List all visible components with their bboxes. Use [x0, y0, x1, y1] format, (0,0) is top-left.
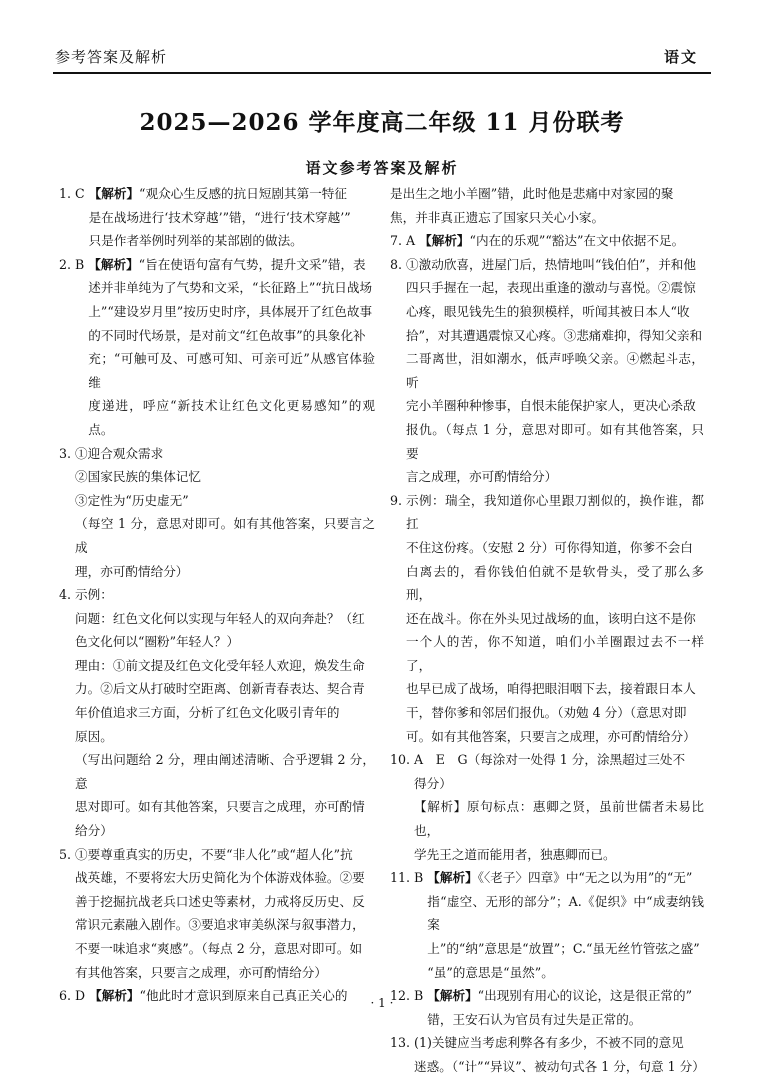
- answer-text: [414, 1031, 704, 1078]
- answer-text: [406, 489, 704, 749]
- answer-line: 四只手握在一起，表现出重逢的激动与喜悦。②震惊: [406, 280, 696, 296]
- answer-item: [390, 253, 704, 489]
- answer-line: 还在战斗。你在外头见过战场的血，该明白这不是你: [406, 610, 696, 626]
- answer-line: 【解析】“出现别有用心的议论，这是很正常的”: [427, 988, 693, 1004]
- answer-line: 示例：瑞全，我知道你心里跟刀割似的，换作谁，都扛: [406, 492, 704, 532]
- question-number: 7. A: [390, 233, 420, 249]
- answer-text: [414, 748, 704, 866]
- answer-line: 理由：①前文提及红色文化受年轻人欢迎，焕发生命: [75, 657, 365, 673]
- answer-item: [390, 182, 704, 229]
- question-number: 6. D: [59, 988, 90, 1004]
- answer-line: 善于挖掘抗战老兵口述史等素材，力戒将反历史、反: [75, 893, 365, 909]
- answer-line: 有其他答案，只要言之成理，亦可酌情给分）: [75, 964, 327, 980]
- answer-line: 上”的“纳”意思是“放置”；C.“虽无丝竹管弦之盛”: [427, 941, 700, 956]
- answer-line: 理，亦可酌情给分）: [75, 563, 189, 579]
- answer-line: ②国家民族的集体记忆: [75, 469, 201, 485]
- question-number: 4.: [59, 587, 76, 603]
- answer-line: 示例：: [75, 587, 113, 603]
- answer-line: 是出生之地小羊圈”错，此时他是悲痛中对家园的聚: [390, 186, 674, 201]
- answer-line: ①要尊重真实的历史，不要“非人化”或“超人化”抗: [75, 846, 353, 862]
- answer-line: 焦，并非真正遗忘了国家只关心小家。: [390, 209, 605, 225]
- answer-line: 问题：红色文化何以实现与年轻人的双向奔赴？（红: [75, 610, 365, 626]
- answer-line: 不住这份疼。（安慰 2 分）可你得知道，你爹不会白: [406, 539, 693, 555]
- answer-text: [406, 253, 704, 489]
- answer-text: [75, 442, 375, 584]
- answer-line: 力。②后文从打破时空距离、创新青春表达、契合青: [75, 681, 365, 697]
- answer-line: 【解析】“观众心生反感的抗日短剧其第一特征: [88, 186, 347, 201]
- answer-line: 得分）: [414, 775, 452, 791]
- answer-text: [390, 182, 704, 229]
- answer-item: [390, 748, 704, 866]
- answer-line: 述并非单纯为了气势和文采，“长征路上”“抗日战场: [88, 280, 373, 296]
- analysis-tag: 【解析】: [88, 256, 139, 272]
- analysis-tag: 【解析】: [427, 870, 478, 886]
- answer-line: 拾”，对其遭遇震惊又心疼。③悲痛难抑，得知父亲和: [406, 327, 703, 343]
- question-number: 8.: [390, 256, 407, 272]
- answer-line: 言之成理，亦可酌情给分）: [406, 469, 558, 485]
- answer-line: 战英雄，不要将宏大历史简化为个体游戏体验。②要: [75, 870, 365, 886]
- answer-line: 【解析】原句标点：惠卿之贤，虽前世儒者未易比也，: [414, 799, 704, 839]
- answer-line: 度递进，呼应“新技术让红色文化更易感知”的观点。: [88, 398, 375, 437]
- question-number: 11. B: [390, 870, 428, 886]
- answer-line: 常识元素融入剧作。③要追求审美纵深与叙事潜力，: [75, 917, 365, 933]
- question-number: 12. B: [390, 988, 428, 1004]
- answer-line: 完小羊圈种种惨事，自恨未能保护家人，更决心杀敌: [406, 398, 696, 414]
- answer-item: [59, 843, 375, 985]
- answer-text: [427, 866, 704, 984]
- answer-line: 心疼，眼见钱先生的狼狈模样，听闻其被日本人“收: [406, 303, 690, 319]
- answer-line: A E G（每涂对一处得 1 分，涂黑超过三处不: [414, 752, 686, 768]
- answer-item: [390, 489, 704, 749]
- analysis-tag: 【解析】: [427, 988, 478, 1004]
- question-number: 5.: [59, 846, 76, 862]
- page-subtitle: 语文参考答案及解析: [305, 159, 459, 177]
- answer-line: 原因。: [75, 728, 113, 744]
- answer-line: 干，替你爹和邻居们报仇。（劝勉 4 分）（意思对即: [406, 705, 687, 721]
- answer-text: [88, 253, 375, 442]
- answer-line: 色文化何以“圈粉”年轻人？）: [75, 634, 240, 650]
- answer-line: ③定性为“历史虚无”: [75, 492, 189, 508]
- header-left-label: 参考答案及解析: [55, 48, 168, 66]
- answer-line: 白离去的，看你钱伯伯就不是软骨头，受了那么多刑，: [406, 563, 704, 603]
- answer-item: [59, 583, 375, 843]
- analysis-tag: 【解析】: [89, 988, 140, 1004]
- question-number: 9.: [390, 492, 407, 508]
- analysis-tag: 【解析】: [419, 233, 470, 249]
- answer-line: 不要一味追求“爽感”。（每点 2 分，意思对即可。如: [75, 941, 363, 956]
- answer-line: 思对即可。如有其他答案，只要言之成理，亦可酌情: [75, 799, 365, 815]
- answer-line: 报仇。（每点 1 分，意思对即可。如有其他答案，只要: [406, 421, 704, 461]
- right-column: [390, 182, 704, 1079]
- question-number: 13.: [390, 1035, 415, 1051]
- answer-item: [390, 866, 704, 984]
- question-number: 3.: [59, 445, 76, 461]
- answer-line: 的不同时代场景，是对前文“红色故事”的具象化补: [88, 327, 366, 343]
- answer-item: [59, 442, 375, 584]
- answer-line: 【解析】《〈老子〉四章》中“无之以为用”的“无”: [427, 870, 693, 886]
- question-number: 2. B: [59, 256, 89, 272]
- answer-line: 上”“建设岁月里”按历史时序，具体展开了红色故事: [88, 303, 373, 319]
- page-title: 2025—2026 学年度高二年级 11 月份联考: [139, 109, 625, 136]
- question-number: 10.: [390, 752, 415, 768]
- answer-line: （写出问题给 2 分，理由阐述清晰、合乎逻辑 2 分，意: [75, 752, 375, 791]
- answer-line: “虽”的意思是“虽然”。: [427, 964, 554, 980]
- answer-item: [390, 1031, 704, 1078]
- header-divider: [53, 72, 711, 74]
- answer-line: 【解析】“旨在使语句富有气势，提升文采”错，表: [88, 256, 366, 272]
- answer-item: [59, 182, 375, 253]
- answer-line: 给分）: [75, 823, 113, 839]
- answer-item: [390, 229, 704, 253]
- answer-text: [89, 182, 375, 253]
- left-column: [59, 182, 375, 1008]
- answer-line: 充；“可触可及、可感可知、可亲可近”从感官体验维: [88, 351, 375, 390]
- answer-line: 是在战场进行‘技术穿越’”错，“进行‘技术穿越’”: [88, 209, 351, 225]
- answer-line: 可。如有其他答案，只要言之成理，亦可酌情给分）: [406, 728, 696, 744]
- answer-line: 年价值追求三方面，分析了红色文化吸引青年的: [75, 705, 340, 721]
- answer-text: [75, 843, 375, 985]
- answer-line: 二哥离世，泪如潮水，低声呼唤父亲。④燃起斗志，听: [406, 351, 704, 390]
- answer-line: 指“虚空、无形的部分”；A.《促织》中“成妻纳钱案: [427, 893, 704, 933]
- answer-item: [59, 253, 375, 442]
- answer-line: (1)关键应当考虑利弊各有多少，不被不同的意见: [414, 1035, 684, 1051]
- answer-line: 迷惑。（“计”“异议”、被动句式各 1 分，句意 1 分）: [414, 1058, 705, 1074]
- answer-line: （每空 1 分，意思对即可。如有其他答案，只要言之成: [75, 516, 375, 555]
- answer-line: ①迎合观众需求: [75, 445, 164, 461]
- answer-text: [419, 229, 704, 253]
- answer-line: ①激动欣喜，进屋门后，热情地叫“钱伯伯”，并和他: [406, 256, 696, 272]
- answer-line: 【解析】“他此时才意识到原来自己真正关心的: [89, 988, 348, 1004]
- answer-line: 错，王安石认为官员有过失是正常的。: [427, 1011, 642, 1027]
- answer-line: 也早已成了战场，咱得把眼泪咽下去，接着跟日本人: [406, 681, 696, 697]
- answer-line: 只是作者举例时列举的某部剧的做法。: [88, 233, 303, 249]
- answer-line: 学先王之道而能用者，独惠卿而已。: [414, 846, 616, 862]
- page-number: · 1 ·: [370, 996, 394, 1010]
- answer-line: 一个人的苦，你不知道，咱们小羊圈跟过去不一样了，: [406, 634, 704, 673]
- answer-text: [75, 583, 375, 843]
- analysis-tag: 【解析】: [88, 186, 140, 201]
- question-number: 1. C: [59, 186, 89, 201]
- answer-line: 【解析】“内在的乐观”“豁达”在文中依据不足。: [419, 233, 685, 249]
- header-subject-label: 语文: [663, 48, 698, 66]
